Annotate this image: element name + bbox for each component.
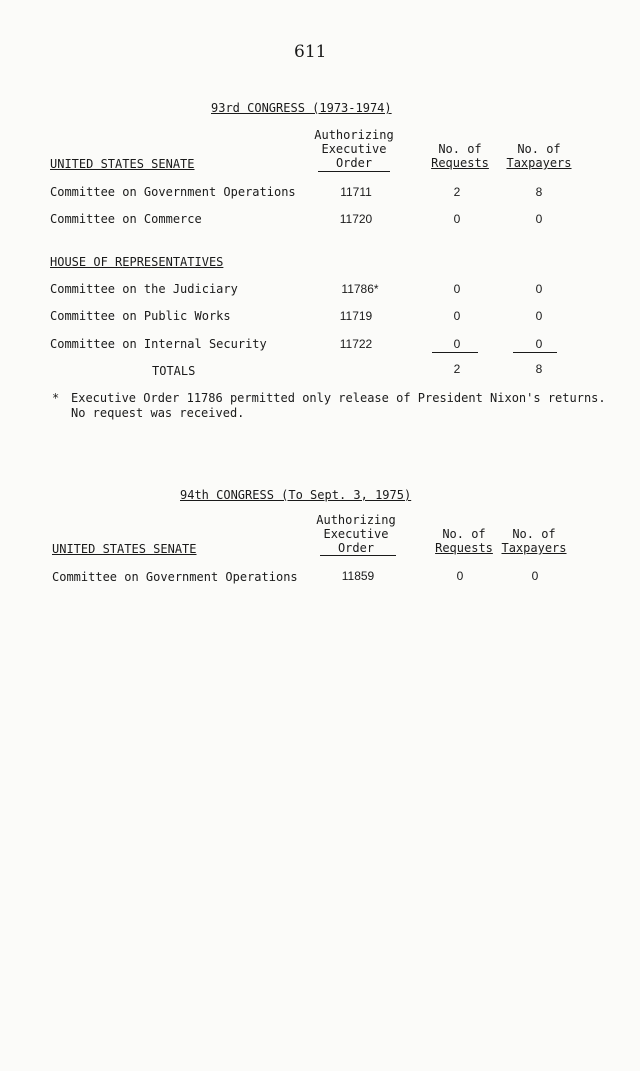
header-requests — [432, 527, 496, 555]
row-taxpayers: 0 — [535, 282, 543, 296]
row-requests: 0 — [453, 212, 461, 226]
totals-requests: 2 — [453, 362, 461, 376]
header-order-line1: Authorizing — [314, 128, 394, 142]
row-order: 11720 — [339, 212, 373, 226]
row-taxpayers: 0 — [535, 212, 543, 226]
row-taxpayers: 8 — [535, 185, 543, 199]
row-order: 11722 — [339, 337, 373, 351]
totals-taxpayers: 8 — [535, 362, 543, 376]
header-requests-line2: Requests — [435, 541, 493, 555]
row-requests: 0 — [453, 337, 461, 351]
header-order-line1: Authorizing — [316, 513, 396, 527]
section-title-93rd-congress: 93rd CONGRESS (1973-1974) — [211, 101, 392, 115]
header-order-line2: Executive — [323, 527, 389, 541]
group-title-house: HOUSE OF REPRESENTATIVES — [50, 255, 224, 269]
group-title-senate: UNITED STATES SENATE — [52, 542, 197, 556]
header-authorizing-order — [314, 513, 398, 555]
row-committee: Committee on Commerce — [50, 212, 202, 226]
group-title-senate: UNITED STATES SENATE — [50, 157, 195, 171]
row-committee: Committee on the Judiciary — [50, 282, 238, 296]
header-taxpayers-line1: No. of — [517, 142, 561, 156]
footnote-marker: * — [52, 391, 60, 405]
row-taxpayers: 0 — [531, 569, 539, 583]
header-order-line3: Order — [335, 156, 373, 170]
header-requests — [428, 142, 492, 170]
row-committee: Committee on Government Operations — [52, 570, 298, 584]
header-taxpayers-line2: Taxpayers — [506, 156, 572, 170]
row-committee: Committee on Government Operations — [50, 185, 296, 199]
header-requests-line2: Requests — [431, 156, 489, 170]
header-order-rule — [320, 555, 396, 556]
row-order: 11719 — [339, 309, 373, 323]
row-requests: 2 — [453, 185, 461, 199]
row-order: 11786* — [341, 282, 379, 296]
totals-label: TOTALS — [152, 364, 196, 378]
header-order-rule — [318, 171, 390, 172]
header-authorizing-order — [312, 128, 396, 170]
header-requests-line1: No. of — [442, 527, 486, 541]
subtotal-rule-requests — [432, 352, 478, 353]
row-order: 11711 — [340, 185, 372, 199]
row-requests: 0 — [453, 282, 461, 296]
section-title-94th-congress: 94th CONGRESS (To Sept. 3, 1975) — [180, 488, 412, 502]
page-number: 611 — [294, 42, 327, 62]
header-order-line3: Order — [337, 541, 375, 555]
row-committee: Committee on Public Works — [50, 309, 231, 323]
footnote-line2: No request was received. — [71, 406, 245, 420]
header-taxpayers-line1: No. of — [512, 527, 556, 541]
row-order: 11859 — [341, 569, 375, 583]
row-committee: Committee on Internal Security — [50, 337, 267, 351]
header-taxpayers — [500, 527, 568, 555]
row-taxpayers: 0 — [535, 309, 543, 323]
row-taxpayers: 0 — [535, 337, 543, 351]
row-requests: 0 — [453, 309, 461, 323]
header-order-line2: Executive — [321, 142, 387, 156]
row-requests: 0 — [456, 569, 464, 583]
header-taxpayers-line2: Taxpayers — [501, 541, 567, 555]
header-requests-line1: No. of — [438, 142, 482, 156]
footnote-line1: Executive Order 11786 permitted only release of President Nixon's returns. — [71, 391, 606, 405]
subtotal-rule-taxpayers — [513, 352, 557, 353]
header-taxpayers — [505, 142, 573, 170]
